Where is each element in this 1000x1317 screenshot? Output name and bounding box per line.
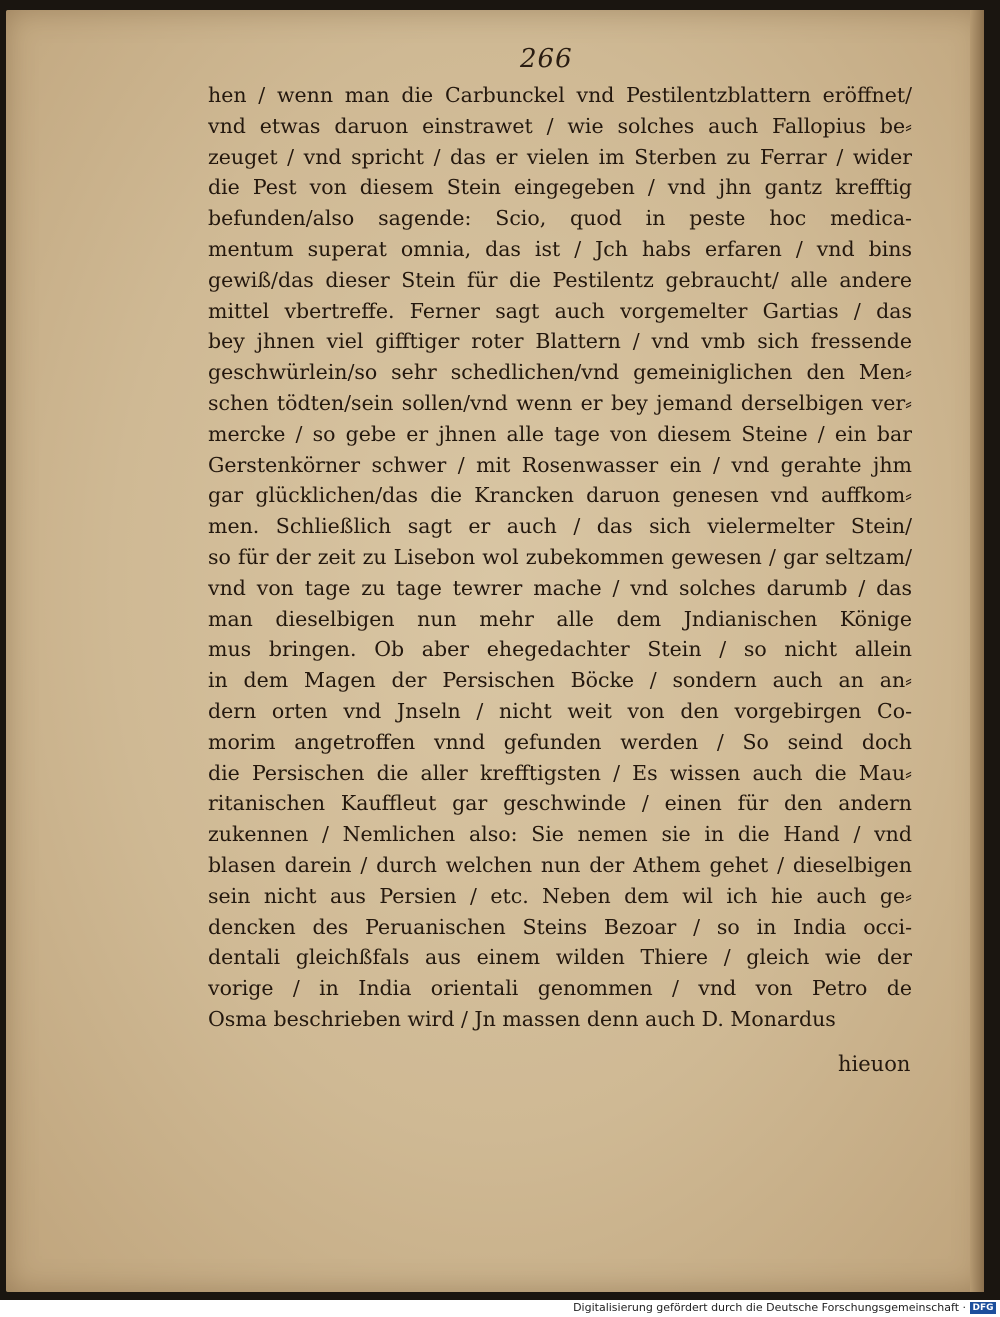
text-line: dentali gleichßfals aus einem wilden Thiere / gleich wie der bbox=[208, 945, 912, 970]
text-line: gar glücklichen/das die Krancken daruon genesen vnd auffkom⸗ bbox=[208, 483, 912, 508]
text-line: dern orten vnd Jnseln / nicht weit von den vorgebirgen Co- bbox=[208, 698, 912, 723]
text-line: schen tödten/sein sollen/vnd wenn er bey jemand derselbigen ver⸗ bbox=[208, 390, 912, 415]
funding-credit: Digitalisierung gefördert durch die Deutsche Forschungsgemeinschaft · bbox=[573, 1301, 966, 1314]
text-line: geschwürlein/so sehr schedlichen/vnd gemeiniglichen den Men⸗ bbox=[208, 360, 912, 385]
text-line: bey jhnen viel gifftiger roter Blattern / vnd vmb sich fressende bbox=[208, 329, 912, 354]
text-line: zeuget / vnd spricht / das er vielen im Sterben zu Ferrar / wider bbox=[208, 144, 912, 169]
text-line: Osma beschrieben wird / Jn massen denn auch D. Monardus bbox=[208, 1006, 836, 1031]
text-line: mittel vbertreffe. Ferner sagt auch vorgemelter Gartias / das bbox=[208, 298, 912, 323]
text-line: mercke / so gebe er jhnen alle tage von diesem Steine / ein bar bbox=[208, 421, 912, 446]
dfg-logo: DFG bbox=[970, 1302, 996, 1314]
text-line: vnd etwas daruon einstrawet / wie solches auch Fallopius be⸗ bbox=[208, 113, 912, 138]
text-line: befunden/also sagende: Scio, quod in peste hoc medica- bbox=[208, 206, 912, 231]
text-line: blasen darein / durch welchen nun der Athem gehet / dieselbigen bbox=[208, 852, 912, 877]
text-line: die Pest von diesem Stein eingegeben / vnd jhn gantz krefftig bbox=[208, 175, 912, 200]
text-line: dencken des Peruanischen Steins Bezoar / so in India occi- bbox=[208, 914, 912, 939]
text-line: gewiß/das dieser Stein für die Pestilentz gebraucht/ alle andere bbox=[208, 267, 912, 292]
text-line: die Persischen die aller krefftigsten / Es wissen auch die Mau⸗ bbox=[208, 760, 912, 785]
text-line: ritanischen Kauffleut gar geschwinde / einen für den andern bbox=[208, 791, 912, 816]
text-line: men. Schließlich sagt er auch / das sich vielermelter Stein/ bbox=[208, 514, 912, 539]
text-line: in dem Magen der Persischen Böcke / sondern auch an an⸗ bbox=[208, 668, 912, 693]
text-line: mus bringen. Ob aber ehegedachter Stein / so nicht allein bbox=[208, 637, 912, 662]
body-text bbox=[208, 80, 912, 1035]
text-line: vorige / in India orientali genommen / vnd von Petro de bbox=[208, 976, 912, 1001]
text-line: man dieselbigen nun mehr alle dem Jndianischen Könige bbox=[208, 606, 912, 631]
catchword: hieuon bbox=[838, 1052, 911, 1076]
text-line: morim angetroffen vnnd gefunden werden / So seind doch bbox=[208, 729, 912, 754]
text-line: sein nicht aus Persien / etc. Neben dem wil ich hie auch ge⸗ bbox=[208, 883, 912, 908]
text-line: vnd von tage zu tage tewrer mache / vnd solches darumb / das bbox=[208, 575, 912, 600]
text-line: zukennen / Nemlichen also: Sie nemen sie in die Hand / vnd bbox=[208, 822, 912, 847]
text-line: Gerstenkörner schwer / mit Rosenwasser ein / vnd gerahte jhm bbox=[208, 452, 912, 477]
text-line: hen / wenn man die Carbunckel vnd Pestilentzblattern eröffnet/ bbox=[208, 83, 912, 107]
text-line: mentum superat omnia, das ist / Jch habs erfaren / vnd bins bbox=[208, 236, 912, 261]
page-edge bbox=[970, 10, 984, 1292]
text-line: so für der zeit zu Lisebon wol zubekommen gewesen / gar seltzam/ bbox=[208, 544, 912, 569]
page-number: 266 bbox=[520, 44, 573, 74]
